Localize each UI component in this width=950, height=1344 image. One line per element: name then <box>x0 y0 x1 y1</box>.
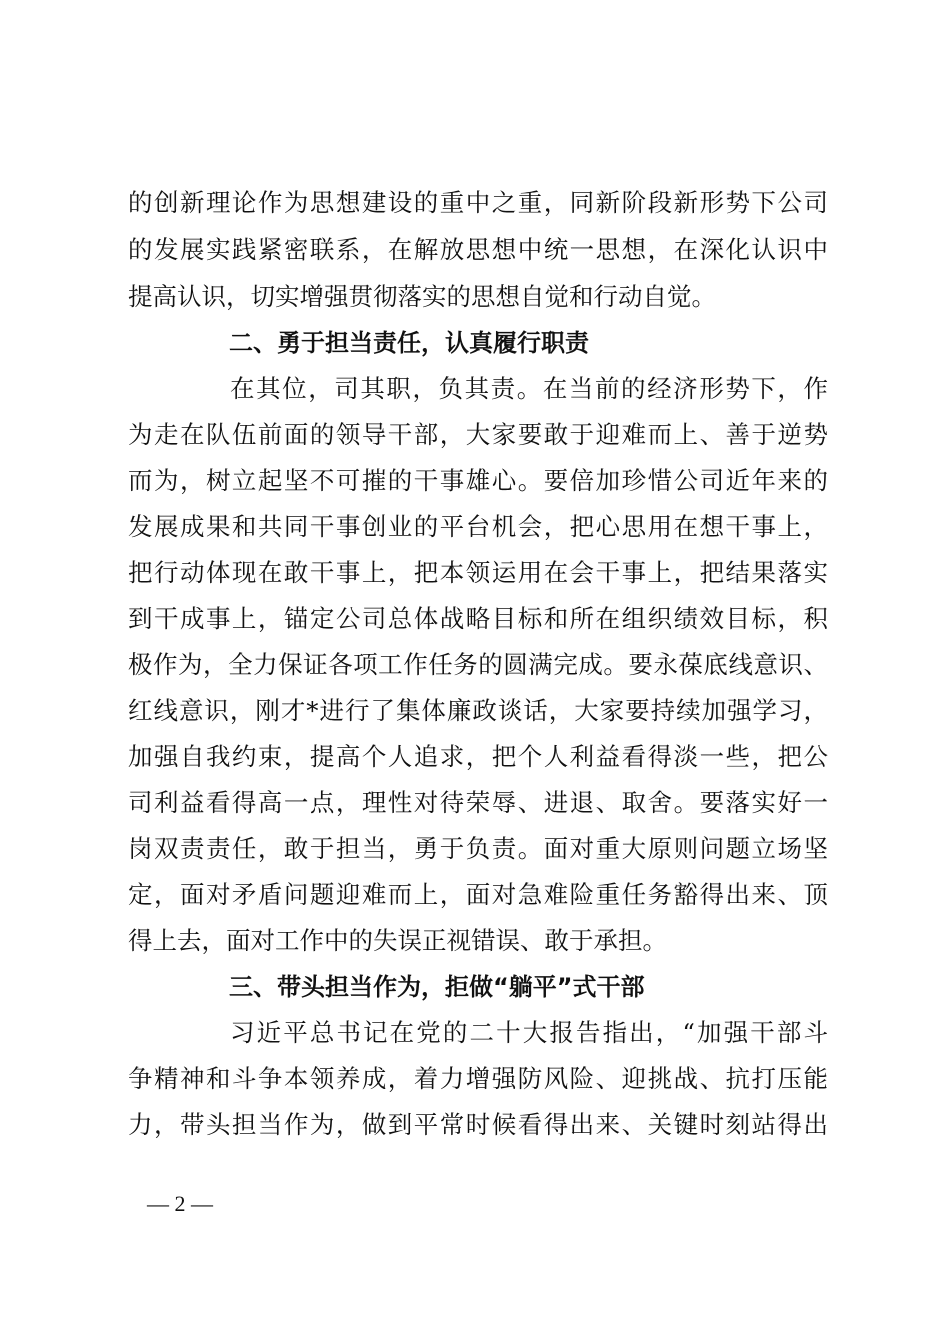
body-text-line: 为走在队伍前面的领导干部，大家要敢于迎难而上、善于逆势 <box>128 420 828 449</box>
body-text-line: 提高认识，切实增强贯彻落实的思想自觉和行动自觉。 <box>128 282 716 311</box>
body-text-line: 的创新理论作为思想建设的重中之重，同新阶段新形势下公司 <box>128 188 828 217</box>
body-text-line: 岗双责责任，敢于担当，勇于负责。面对重大原则问题立场坚 <box>128 834 828 863</box>
body-text-line: 发展成果和共同干事创业的平台机会，把心思用在想干事上， <box>128 512 828 541</box>
body-text-line: 争精神和斗争本领养成，着力增强防风险、迎挑战、抗打压能 <box>128 1064 828 1093</box>
body-text-line: 把行动体现在敢干事上，把本领运用在会干事上，把结果落实 <box>128 558 828 587</box>
body-text-line: 得上去，面对工作中的失误正视错误、敢于承担。 <box>128 926 667 955</box>
body-text-line: 极作为，全力保证各项工作任务的圆满完成。要永葆底线意识、 <box>128 650 828 679</box>
body-text-line: 的发展实践紧密联系，在解放思想中统一思想，在深化认识中 <box>128 235 828 264</box>
body-text-line: 司利益看得高一点，理性对待荣辱、进退、取舍。要落实好一 <box>128 788 828 817</box>
body-text-line: 到干成事上，锚定公司总体战略目标和所在组织绩效目标，积 <box>128 604 828 633</box>
section-heading-3: 三、带头担当作为，拒做“躺平”式干部 <box>229 973 645 1001</box>
body-text-line: 加强自我约束，提高个人追求，把个人利益看得淡一些，把公 <box>128 742 828 771</box>
body-text-line: 在其位，司其职，负其责。在当前的经济形势下，作 <box>230 374 828 403</box>
body-text-line: 红线意识，刚才*进行了集体廉政谈话，大家要持续加强学习， <box>128 696 828 725</box>
body-text-line: 习近平总书记在党的二十大报告指出，“加强干部斗 <box>230 1018 828 1047</box>
section-heading-2: 二、勇于担当责任，认真履行职责 <box>229 329 589 357</box>
body-text-line: 而为，树立起坚不可摧的干事雄心。要倍加珍惜公司近年来的 <box>128 466 828 495</box>
page-number: — 2 — <box>147 1191 213 1216</box>
body-text-line: 定，面对矛盾问题迎难而上，面对急难险重任务豁得出来、顶 <box>128 880 828 909</box>
body-text-line: 力，带头担当作为，做到平常时候看得出来、关键时刻站得出 <box>128 1110 828 1139</box>
